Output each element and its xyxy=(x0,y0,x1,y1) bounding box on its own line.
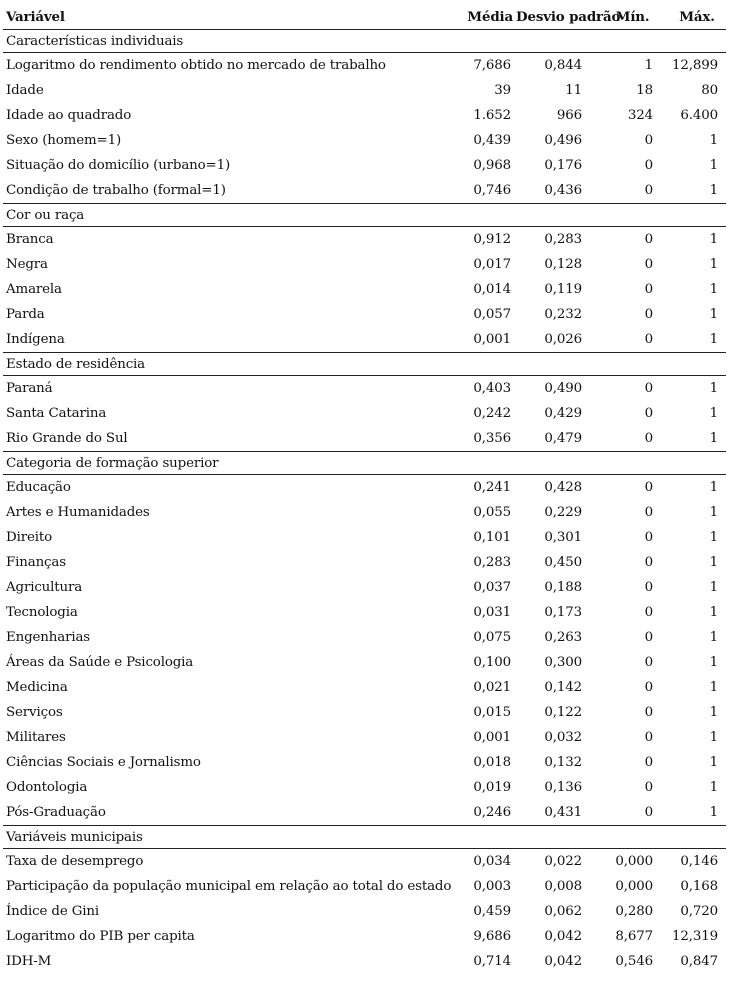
media-cell: 0,075 xyxy=(473,630,511,645)
table-row xyxy=(3,650,726,675)
desvio-padrao-cell: 0,032 xyxy=(544,730,582,745)
table-row xyxy=(3,401,726,426)
min-cell: 0 xyxy=(644,630,653,645)
min-cell: 0 xyxy=(644,381,653,396)
min-cell: 0 xyxy=(644,282,653,297)
table-row xyxy=(3,252,726,277)
section-header-row xyxy=(3,826,726,849)
min-cell: 0 xyxy=(644,480,653,495)
max-cell: 1 xyxy=(709,158,718,173)
desvio-padrao-cell: 0,283 xyxy=(544,232,582,247)
max-cell: 1 xyxy=(709,680,718,695)
min-cell: 0 xyxy=(644,680,653,695)
table-row xyxy=(3,376,726,402)
table-row xyxy=(3,525,726,550)
table-row xyxy=(3,53,726,79)
desvio-padrao-cell: 0,436 xyxy=(544,183,582,198)
max-cell: 1 xyxy=(709,381,718,396)
max-cell: 12,319 xyxy=(672,929,718,944)
section-header-row xyxy=(3,353,726,376)
variable-label: Serviços xyxy=(6,705,63,720)
min-cell: 0 xyxy=(644,431,653,446)
min-cell: 0 xyxy=(644,332,653,347)
variable-label: Artes e Humanidades xyxy=(6,505,150,520)
media-cell: 0,246 xyxy=(473,805,511,820)
section-header-row xyxy=(3,452,726,475)
header-variavel: Variável xyxy=(3,4,457,30)
min-cell: 0,280 xyxy=(615,904,653,919)
media-cell: 0,014 xyxy=(473,282,511,297)
section-title: Cor ou raça xyxy=(3,204,726,227)
variable-label: Pós-Graduação xyxy=(6,805,106,820)
variable-label: Medicina xyxy=(6,680,68,695)
media-cell: 0,015 xyxy=(473,705,511,720)
media-cell: 0,019 xyxy=(473,780,511,795)
media-cell: 0,037 xyxy=(473,580,511,595)
section-title: Estado de residência xyxy=(3,353,726,376)
min-cell: 0 xyxy=(644,555,653,570)
desvio-padrao-cell: 966 xyxy=(556,108,582,123)
table-row xyxy=(3,775,726,800)
desvio-padrao-cell: 0,132 xyxy=(544,755,582,770)
variable-label: Logaritmo do rendimento obtido no mercado de trabalho xyxy=(6,58,386,73)
variable-label: Sexo (homem=1) xyxy=(6,133,122,148)
table-row xyxy=(3,277,726,302)
table-header-row xyxy=(3,4,726,30)
desvio-padrao-cell: 0,300 xyxy=(544,655,582,670)
max-cell: 0,146 xyxy=(680,854,718,869)
max-cell: 1 xyxy=(709,480,718,495)
table-row xyxy=(3,899,726,924)
variable-label: Educação xyxy=(6,480,71,495)
desvio-padrao-cell: 0,026 xyxy=(544,332,582,347)
max-cell: 0,847 xyxy=(680,954,718,969)
variable-label: Odontologia xyxy=(6,780,88,795)
table-row xyxy=(3,874,726,899)
variable-label: Agricultura xyxy=(6,580,83,595)
max-cell: 1 xyxy=(709,630,718,645)
min-cell: 0 xyxy=(644,505,653,520)
table-row xyxy=(3,153,726,178)
media-cell: 39 xyxy=(494,83,511,98)
desvio-padrao-cell: 0,042 xyxy=(544,954,582,969)
min-cell: 0 xyxy=(644,805,653,820)
min-cell: 0 xyxy=(644,580,653,595)
media-cell: 0,021 xyxy=(473,680,511,695)
max-cell: 12,899 xyxy=(672,58,718,73)
max-cell: 1 xyxy=(709,183,718,198)
max-cell: 1 xyxy=(709,580,718,595)
desvio-padrao-cell: 0,450 xyxy=(544,555,582,570)
section-header-row xyxy=(3,204,726,227)
variable-label: Negra xyxy=(6,257,48,272)
desvio-padrao-cell: 0,128 xyxy=(544,257,582,272)
max-cell: 1 xyxy=(709,307,718,322)
desvio-padrao-cell: 0,122 xyxy=(544,705,582,720)
media-cell: 0,459 xyxy=(473,904,511,919)
variable-label: Direito xyxy=(6,530,53,545)
min-cell: 0 xyxy=(644,730,653,745)
media-cell: 0,968 xyxy=(473,158,511,173)
media-cell: 0,003 xyxy=(473,879,511,894)
header-max: Máx. xyxy=(661,4,726,30)
media-cell: 1.652 xyxy=(473,108,511,123)
media-cell: 0,001 xyxy=(473,332,511,347)
max-cell: 1 xyxy=(709,530,718,545)
table-row xyxy=(3,128,726,153)
table-row xyxy=(3,103,726,128)
desvio-padrao-cell: 0,479 xyxy=(544,431,582,446)
min-cell: 0,546 xyxy=(615,954,653,969)
min-cell: 0,000 xyxy=(615,854,653,869)
table-row xyxy=(3,426,726,452)
variable-label: Militares xyxy=(6,730,66,745)
variable-label: Condição de trabalho (formal=1) xyxy=(6,183,226,198)
media-cell: 0,031 xyxy=(473,605,511,620)
min-cell: 0 xyxy=(644,307,653,322)
section-header-row xyxy=(3,30,726,53)
min-cell: 0 xyxy=(644,183,653,198)
variable-label: Taxa de desemprego xyxy=(6,854,144,869)
variable-label: Santa Catarina xyxy=(6,406,107,421)
max-cell: 1 xyxy=(709,605,718,620)
max-cell: 1 xyxy=(709,257,718,272)
variable-label: Áreas da Saúde e Psicologia xyxy=(6,655,194,670)
min-cell: 0 xyxy=(644,158,653,173)
desvio-padrao-cell: 0,232 xyxy=(544,307,582,322)
variable-label: Indígena xyxy=(6,332,65,347)
min-cell: 0 xyxy=(644,133,653,148)
section-title: Variáveis municipais xyxy=(3,826,726,849)
max-cell: 1 xyxy=(709,232,718,247)
table-row xyxy=(3,800,726,826)
max-cell: 1 xyxy=(709,755,718,770)
min-cell: 18 xyxy=(636,83,653,98)
media-cell: 0,101 xyxy=(473,530,511,545)
media-cell: 0,439 xyxy=(473,133,511,148)
media-cell: 0,283 xyxy=(473,555,511,570)
max-cell: 0,720 xyxy=(680,904,718,919)
max-cell: 0,168 xyxy=(680,879,718,894)
media-cell: 7,686 xyxy=(473,58,511,73)
desvio-padrao-cell: 11 xyxy=(565,83,582,98)
variable-label: Engenharias xyxy=(6,630,91,645)
min-cell: 0 xyxy=(644,705,653,720)
max-cell: 6.400 xyxy=(680,108,718,123)
min-cell: 0 xyxy=(644,257,653,272)
descriptive-statistics-table xyxy=(3,4,726,974)
variable-label: Tecnologia xyxy=(6,605,78,620)
table-row xyxy=(3,600,726,625)
variable-label: Participação da população municipal em relação ao total do estado xyxy=(6,879,452,894)
media-cell: 0,100 xyxy=(473,655,511,670)
media-cell: 0,746 xyxy=(473,183,511,198)
variable-label: IDH-M xyxy=(6,954,52,969)
min-cell: 0 xyxy=(644,655,653,670)
desvio-padrao-cell: 0,119 xyxy=(544,282,582,297)
table-row xyxy=(3,849,726,875)
table-body xyxy=(3,30,726,975)
table-row xyxy=(3,475,726,501)
desvio-padrao-cell: 0,263 xyxy=(544,630,582,645)
media-cell: 0,912 xyxy=(473,232,511,247)
variable-label: Índice de Gini xyxy=(6,904,99,919)
header-media: Média xyxy=(457,4,513,30)
max-cell: 1 xyxy=(709,332,718,347)
variable-label: Ciências Sociais e Jornalismo xyxy=(6,755,201,770)
max-cell: 80 xyxy=(701,83,718,98)
desvio-padrao-cell: 0,496 xyxy=(544,133,582,148)
desvio-padrao-cell: 0,176 xyxy=(544,158,582,173)
desvio-padrao-cell: 0,042 xyxy=(544,929,582,944)
max-cell: 1 xyxy=(709,730,718,745)
table-row xyxy=(3,327,726,353)
variable-label: Idade xyxy=(6,83,44,98)
desvio-padrao-cell: 0,008 xyxy=(544,879,582,894)
media-cell: 0,057 xyxy=(473,307,511,322)
table-row xyxy=(3,575,726,600)
section-title: Categoria de formação superior xyxy=(3,452,726,475)
desvio-padrao-cell: 0,490 xyxy=(544,381,582,396)
desvio-padrao-cell: 0,022 xyxy=(544,854,582,869)
table-row xyxy=(3,500,726,525)
max-cell: 1 xyxy=(709,555,718,570)
table-row xyxy=(3,302,726,327)
desvio-padrao-cell: 0,188 xyxy=(544,580,582,595)
table-row xyxy=(3,78,726,103)
variable-label: Situação do domicílio (urbano=1) xyxy=(6,158,231,173)
variable-label: Idade ao quadrado xyxy=(6,108,132,123)
desvio-padrao-cell: 0,431 xyxy=(544,805,582,820)
desvio-padrao-cell: 0,301 xyxy=(544,530,582,545)
max-cell: 1 xyxy=(709,431,718,446)
min-cell: 8,677 xyxy=(615,929,653,944)
desvio-padrao-cell: 0,229 xyxy=(544,505,582,520)
max-cell: 1 xyxy=(709,133,718,148)
table-row xyxy=(3,178,726,204)
max-cell: 1 xyxy=(709,805,718,820)
variable-label: Paraná xyxy=(6,381,53,396)
min-cell: 0,000 xyxy=(615,879,653,894)
variable-label: Finanças xyxy=(6,555,66,570)
desvio-padrao-cell: 0,142 xyxy=(544,680,582,695)
max-cell: 1 xyxy=(709,780,718,795)
min-cell: 0 xyxy=(644,605,653,620)
table-row xyxy=(3,675,726,700)
min-cell: 0 xyxy=(644,232,653,247)
section-title: Características individuais xyxy=(3,30,726,53)
desvio-padrao-cell: 0,173 xyxy=(544,605,582,620)
desvio-padrao-cell: 0,062 xyxy=(544,904,582,919)
media-cell: 0,018 xyxy=(473,755,511,770)
max-cell: 1 xyxy=(709,705,718,720)
media-cell: 0,714 xyxy=(473,954,511,969)
max-cell: 1 xyxy=(709,282,718,297)
min-cell: 324 xyxy=(627,108,653,123)
max-cell: 1 xyxy=(709,655,718,670)
variable-label: Rio Grande do Sul xyxy=(6,431,128,446)
min-cell: 1 xyxy=(644,58,653,73)
min-cell: 0 xyxy=(644,406,653,421)
min-cell: 0 xyxy=(644,530,653,545)
table-row xyxy=(3,750,726,775)
desvio-padrao-cell: 0,844 xyxy=(544,58,582,73)
table-row xyxy=(3,924,726,949)
media-cell: 0,242 xyxy=(473,406,511,421)
variable-label: Branca xyxy=(6,232,54,247)
media-cell: 0,241 xyxy=(473,480,511,495)
media-cell: 9,686 xyxy=(473,929,511,944)
media-cell: 0,017 xyxy=(473,257,511,272)
header-desvio-padrao: Desvio padrão xyxy=(513,4,593,30)
max-cell: 1 xyxy=(709,406,718,421)
min-cell: 0 xyxy=(644,780,653,795)
media-cell: 0,055 xyxy=(473,505,511,520)
media-cell: 0,356 xyxy=(473,431,511,446)
desvio-padrao-cell: 0,429 xyxy=(544,406,582,421)
table-row xyxy=(3,227,726,253)
desvio-padrao-cell: 0,136 xyxy=(544,780,582,795)
variable-label: Logaritmo do PIB per capita xyxy=(6,929,195,944)
variable-label: Amarela xyxy=(6,282,62,297)
max-cell: 1 xyxy=(709,505,718,520)
table-row xyxy=(3,625,726,650)
media-cell: 0,034 xyxy=(473,854,511,869)
table-row xyxy=(3,550,726,575)
media-cell: 0,403 xyxy=(473,381,511,396)
desvio-padrao-cell: 0,428 xyxy=(544,480,582,495)
min-cell: 0 xyxy=(644,755,653,770)
table-row xyxy=(3,949,726,974)
variable-label: Parda xyxy=(6,307,45,322)
media-cell: 0,001 xyxy=(473,730,511,745)
table-row xyxy=(3,725,726,750)
table-row xyxy=(3,700,726,725)
header-min: Mín. xyxy=(593,4,661,30)
